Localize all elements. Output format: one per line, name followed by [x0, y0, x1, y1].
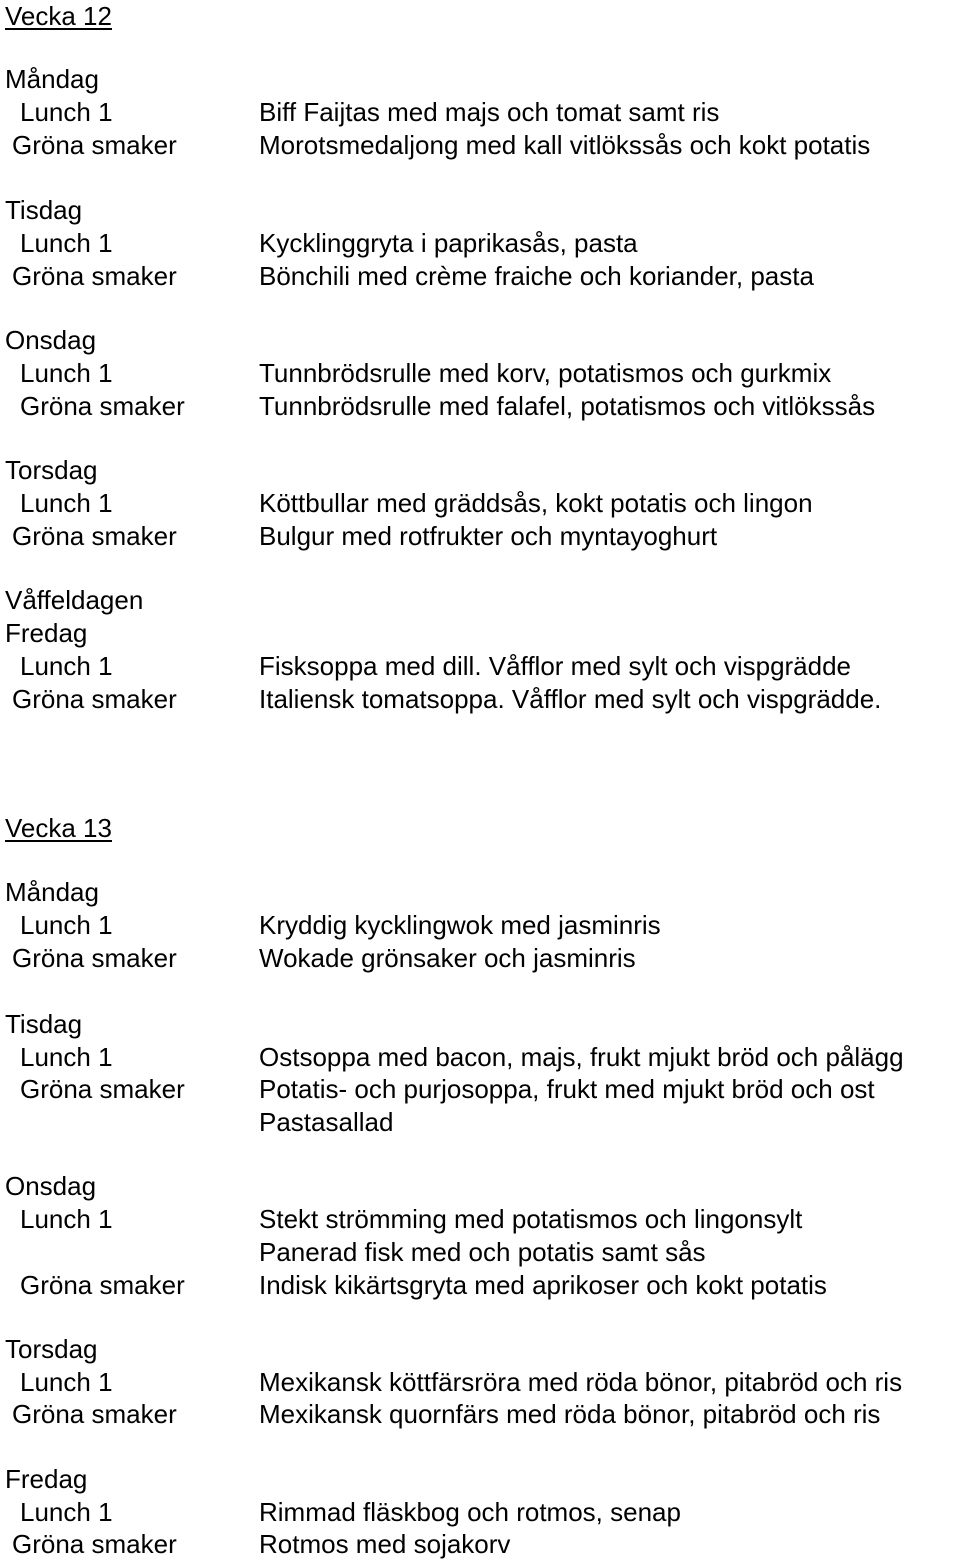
- dish-item: Ostsoppa med bacon, majs, frukt mjukt bröd och pålägg: [259, 1042, 904, 1072]
- day-name: Måndag: [5, 64, 99, 94]
- day-name: Torsdag: [5, 1334, 98, 1364]
- week-title: Vecka 13: [5, 813, 112, 843]
- lunch-label: Lunch 1: [20, 1497, 113, 1527]
- day-name: Fredag: [5, 618, 88, 648]
- green-label: Gröna smaker: [12, 684, 177, 714]
- dish-item: Italiensk tomatsoppa. Våfflor med sylt och vispgrädde.: [259, 684, 882, 714]
- green-label: Gröna smaker: [20, 1074, 185, 1104]
- dish-item: Bulgur med rotfrukter och myntayoghurt: [259, 521, 718, 551]
- dish-item: Mexikansk köttfärsröra med röda bönor, pitabröd och ris: [259, 1367, 903, 1397]
- dish-item: Rotmos med sojakorv: [259, 1529, 511, 1559]
- lunch-label: Lunch 1: [20, 358, 113, 388]
- day-name: Fredag: [5, 1464, 88, 1494]
- dish-item: Köttbullar med gräddsås, kokt potatis och lingon: [259, 488, 813, 518]
- dish-item: Panerad fisk med och potatis samt sås: [259, 1237, 706, 1267]
- dish-item: Indisk kikärtsgryta med aprikoser och kokt potatis: [259, 1270, 827, 1300]
- day-name: Onsdag: [5, 1171, 97, 1201]
- green-label: Gröna smaker: [12, 521, 177, 551]
- green-label: Gröna smaker: [12, 130, 177, 160]
- dish-item: Rimmad fläskbog och rotmos, senap: [259, 1497, 681, 1527]
- dish-item: Wokade grönsaker och jasminris: [259, 943, 636, 973]
- dish-item: Fisksoppa med dill. Våfflor med sylt och vispgrädde: [259, 651, 852, 681]
- lunch-label: Lunch 1: [20, 97, 113, 127]
- day-name: Torsdag: [5, 455, 98, 485]
- dish-item: Kryddig kycklingwok med jasminris: [259, 910, 661, 940]
- green-label: Gröna smaker: [12, 1529, 177, 1559]
- dish-item: Potatis- och purjosoppa, frukt med mjukt bröd och ost: [259, 1074, 875, 1104]
- dish-item: Mexikansk quornfärs med röda bönor, pitabröd och ris: [259, 1399, 881, 1429]
- green-label: Gröna smaker: [12, 1399, 177, 1429]
- day-name: Onsdag: [5, 325, 97, 355]
- lunch-label: Lunch 1: [20, 228, 113, 258]
- green-label: Gröna smaker: [12, 943, 177, 973]
- dish-item: Morotsmedaljong med kall vitlökssås och kokt potatis: [259, 130, 871, 160]
- dish-item: Biff Faijtas med majs och tomat samt ris: [259, 97, 720, 127]
- dish-item: Bönchili med crème fraiche och koriander, pasta: [259, 261, 814, 291]
- lunch-label: Lunch 1: [20, 651, 113, 681]
- week-title: Vecka 12: [5, 1, 112, 31]
- lunch-label: Lunch 1: [20, 1042, 113, 1072]
- dish-item: Tunnbrödsrulle med falafel, potatismos och vitlökssås: [259, 391, 876, 421]
- day-name: Tisdag: [5, 195, 83, 225]
- dish-item: Pastasallad: [259, 1107, 394, 1137]
- lunch-label: Lunch 1: [20, 1367, 113, 1397]
- lunch-label: Lunch 1: [20, 1204, 113, 1234]
- lunch-label: Lunch 1: [20, 910, 113, 940]
- green-label: Gröna smaker: [12, 261, 177, 291]
- lunch-label: Lunch 1: [20, 488, 113, 518]
- green-label: Gröna smaker: [20, 391, 185, 421]
- day-note: Våffeldagen: [5, 585, 144, 615]
- day-name: Måndag: [5, 877, 99, 907]
- day-name: Tisdag: [5, 1009, 83, 1039]
- green-label: Gröna smaker: [20, 1270, 185, 1300]
- dish-item: Kycklinggryta i paprikasås, pasta: [259, 228, 638, 258]
- dish-item: Tunnbrödsrulle med korv, potatismos och gurkmix: [259, 358, 832, 388]
- dish-item: Stekt strömming med potatismos och lingonsylt: [259, 1204, 803, 1234]
